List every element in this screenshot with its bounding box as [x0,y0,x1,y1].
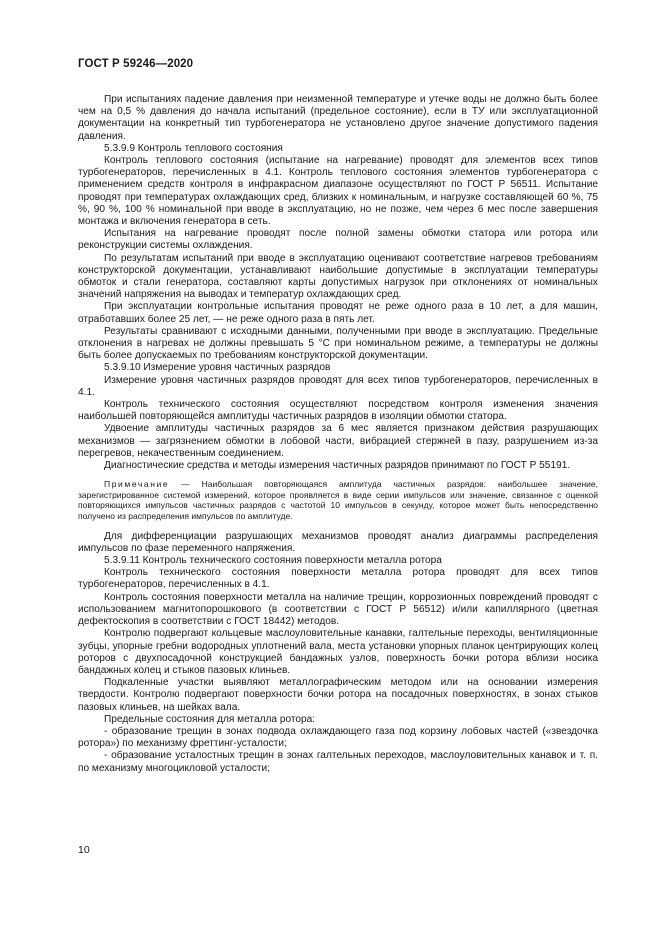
list-item: - образование усталостных трещин в зонах галтельных переходов, маслоуловительных канавок и т. п. по механизму многоцикловой усталости; [78,750,598,774]
paragraph: Контроль теплового состояния (испытание на нагревание) проводят для элементов всех типов турбогенераторов, перечисленных в 4.1. Контроль теплового состояния элементов турбогенератора с применением средств контроля в инфракрасном диапазоне осуществляют по ГОСТ Р 56511. Испытание проводят при температурах охлаждающих сред, близких к номинальным, и нагрузке составляющей 60 %, 75 %, 90 %, 100 % номинальной при вводе в эксплуатацию, но не позже, чем через 6 мес после завершения монтажа и включения генератора в сеть. [78,155,598,228]
section-heading: 5.3.9.10 Измерение уровня частичных разрядов [104,362,331,374]
note-text: — Наибольшая повторяющаяся амплитуда частичных разрядов: наибольшее значение, зарегистрированное системой измерений, которое проявляется в виде серии импульсов или значение, связанное с оценкой повторяющихся импульсов частичных разрядов с частотой 10 импульсов в секунду, которое может быть непосредственно получено из распределения импульсов по амплитуде. [78,479,598,522]
paragraph: Подкаленные участки выявляют металлографическим методом или на основании измерения твердости. Контролю подвергают поверхности бочки ротора на посадочных поверхностях, в зонах стыков пазовых клиньев, на шейках вала. [78,677,598,713]
paragraph: Удвоение амплитуды частичных разрядов за 6 мес является признаком действия разрушающих механизмов — загрязнением обмотки в лобовой части, вибрацией стержней в пазу, разрушением из-за перегревов, некачественным соединением. [78,423,598,459]
paragraph: Для дифференциации разрушающих механизмов проводят анализ диаграммы распределения импульсов по фазе переменного напряжения. [78,530,598,554]
section-heading: 5.3.9.11 Контроль технического состояния поверхности металла ротора [104,555,442,567]
document-header: ГОСТ Р 59246—2020 [78,58,194,70]
paragraph: По результатам испытаний при вводе в эксплуатацию оценивают соответствие нагревов требованиям конструкторской документации, устанавливают наибольшие допустимые в эксплуатации температуры обмоток и стали генератора, составляют карты допустимых нагрузок при отклонениях от номинальных значений напряжения на выводах и температур охлаждающих сред. [78,252,598,301]
paragraph: Контроль технического состояния осуществляют посредством контроля изменения значения наибольшей повторяющейся амплитуды частичных разрядов в изоляции обмотки статора. [78,399,598,423]
page-number: 10 [78,844,90,856]
paragraph: При эксплуатации контрольные испытания проводят не реже одного раза в 10 лет, а для машин, отработавших более 25 лет, — не реже одного раза в пять лет. [78,301,598,325]
note [78,479,598,521]
document-body [78,94,598,775]
note-label: Примечание [104,479,170,490]
paragraph: При испытаниях падение давления при неизменной температуре и утечке воды не должно быть более чем на 0,5 % давления до начала испытаний (предельное состояние), если в ТУ или эксплуатационной документации на конкретный тип турбогенератора не установлено другое значение допустимого падения давления. [78,94,598,142]
paragraph: Испытания на нагревание проводят после полной замены обмотки статора или ротора или реконструкции системы охлаждения. [78,228,598,252]
paragraph: Измерение уровня частичных разрядов проводят для всех типов турбогенераторов, перечисленных в 4.1. [78,374,598,398]
list-item: - образование трещин в зонах подвода охлаждающего газа под корзину лобовых частей («звездочка ротора») по механизму фреттинг-усталости; [78,725,598,750]
paragraph: Контроль технического состояния поверхности металла ротора проводят для всех типов турбогенераторов, перечисленных в 4.1. [78,567,598,591]
paragraph: Предельные состояния для металла ротора: [104,713,316,725]
paragraph: Результаты сравнивают с исходными данными, полученными при вводе в эксплуатацию. Предельные отклонения в нагревах не должны превышать 5 °C при номинальном режиме, а температуры не должны быть более допускаемых по требованиям конструкторской документации. [78,325,598,362]
paragraph: Диагностические средства и методы измерения частичных разрядов принимают по ГОСТ Р 55191. [104,460,571,472]
paragraph: Контроль состояния поверхности металла на наличие трещин, коррозионных повреждений проводят с использованием магнитопорошкового (в соответствии с ГОСТ Р 56512) и/или капиллярного (цветная дефектоскопия в соответствии с ГОСТ 18442) методов. [78,591,598,628]
section-heading: 5.3.9.9 Контроль теплового состояния [104,142,283,154]
paragraph: Контролю подвергают кольцевые маслоуловительные канавки, галтельные переходы, вентиляционные зубцы, упорные гребни водородных уплотнений вала, места установки упорных планок центрирующих колец роторов с двухпосадочной конструкцией бандажных узлов, поверхность бочки ротора вблизи носика бандажных колец и стыков пазовых клиньев. [78,628,598,676]
